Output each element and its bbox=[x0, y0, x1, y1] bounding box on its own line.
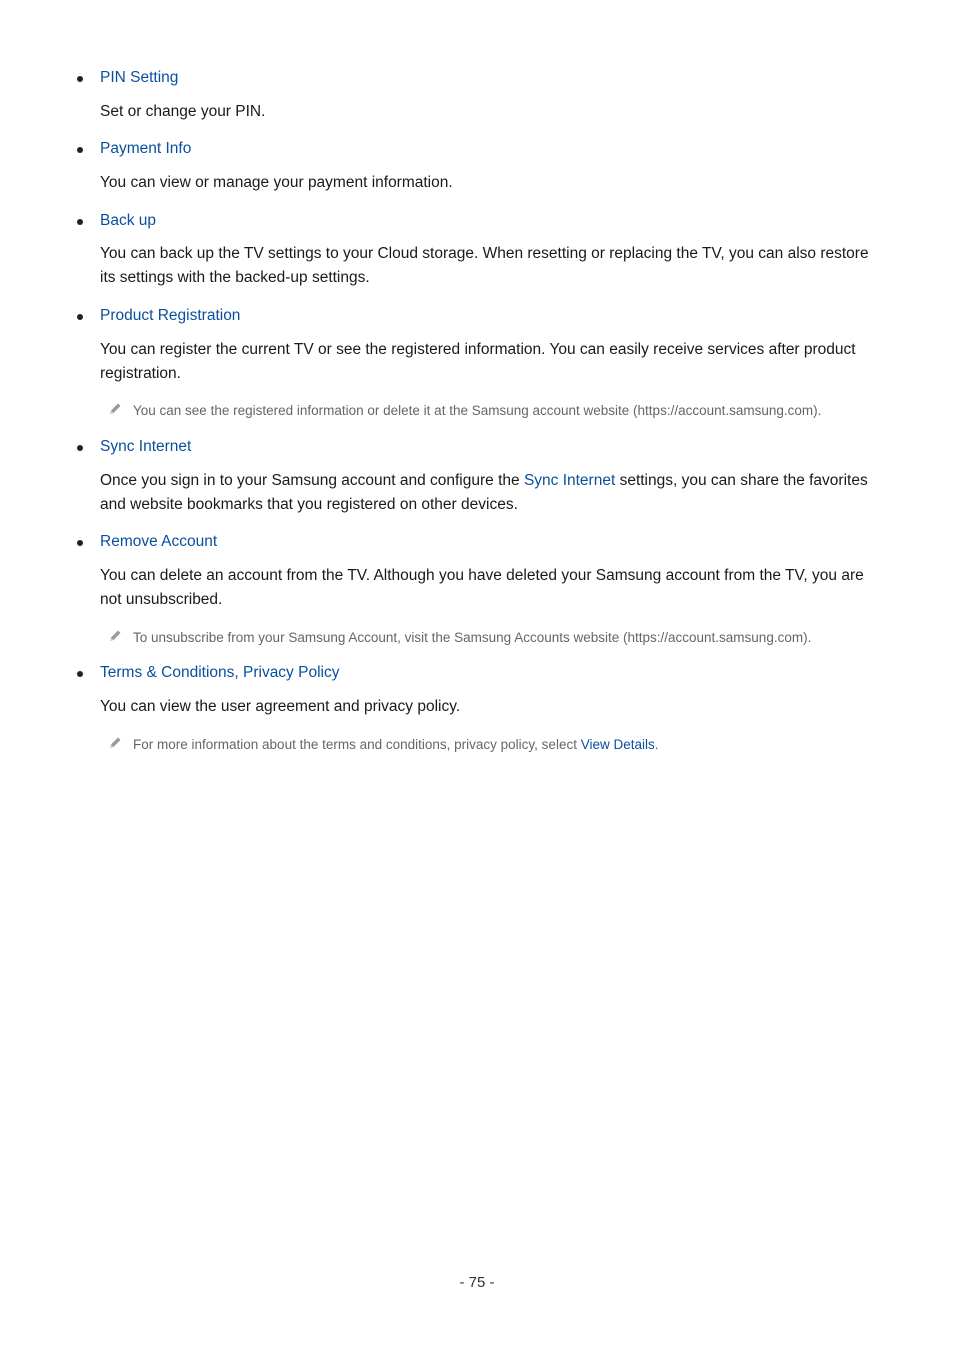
heading-sync-internet: Sync Internet bbox=[100, 438, 192, 455]
text-line: and website bookmarks that you registered on other devices. bbox=[100, 496, 518, 513]
bullet bbox=[77, 540, 83, 546]
heading-remove-account: Remove Account bbox=[100, 533, 218, 550]
heading-terms-privacy: Terms & Conditions, Privacy Policy bbox=[100, 664, 340, 681]
sync-internet-link[interactable]: Sync Internet bbox=[523, 472, 616, 489]
text-pin-setting: Set or change your PIN. bbox=[100, 103, 266, 120]
text-back-up bbox=[100, 242, 890, 290]
note-terms-privacy bbox=[107, 735, 897, 752]
text-line: You can delete an account from the TV. Although you have deleted your Samsung account from the TV, you are bbox=[100, 567, 864, 584]
text-segment: Once you sign in to your Samsung account and configure the bbox=[100, 472, 524, 489]
bullet bbox=[77, 147, 83, 153]
heading-back-up: Back up bbox=[100, 212, 157, 229]
note-product-registration bbox=[107, 401, 897, 418]
bullet bbox=[77, 445, 83, 451]
text-payment-info: You can view or manage your payment information. bbox=[100, 174, 453, 191]
text-line: registration. bbox=[100, 365, 181, 382]
text-line bbox=[100, 469, 890, 493]
text-line: not unsubscribed. bbox=[100, 591, 223, 608]
text-terms-privacy: You can view the user agreement and privacy policy. bbox=[100, 698, 461, 715]
note-text: You can see the registered information or delete it at the Samsung account website (https://account.samsung.com). bbox=[133, 403, 822, 418]
heading-pin-setting: PIN Setting bbox=[100, 69, 179, 86]
bullet bbox=[77, 76, 83, 82]
view-details-link[interactable]: View Details bbox=[580, 737, 655, 752]
pencil-icon bbox=[107, 401, 123, 417]
page-number: - 75 - bbox=[459, 1274, 495, 1291]
note-text: For more information about the terms and conditions, privacy policy, select bbox=[133, 737, 581, 752]
text-line: its settings with the backed-up settings. bbox=[100, 269, 370, 286]
pencil-icon bbox=[107, 735, 123, 751]
text-line: You can back up the TV settings to your Cloud storage. When resetting or replacing the TV, you can also restore bbox=[100, 245, 869, 262]
heading-product-registration: Product Registration bbox=[100, 307, 241, 324]
note-text: . bbox=[654, 737, 659, 752]
note-text: To unsubscribe from your Samsung Account, visit the Samsung Accounts website (https://account.samsung.com). bbox=[133, 630, 812, 645]
bullet bbox=[77, 671, 83, 677]
text-product-registration bbox=[100, 338, 890, 386]
pencil-icon bbox=[107, 628, 123, 644]
text-segment: settings, you can share the favorites bbox=[615, 472, 868, 489]
text-line: You can register the current TV or see the registered information. You can easily receive services after product bbox=[100, 341, 856, 358]
heading-payment-info: Payment Info bbox=[100, 140, 192, 157]
bullet bbox=[77, 314, 83, 320]
text-sync-internet bbox=[100, 469, 890, 517]
text-remove-account bbox=[100, 564, 890, 612]
bullet bbox=[77, 219, 83, 225]
note-remove-account bbox=[107, 628, 897, 645]
